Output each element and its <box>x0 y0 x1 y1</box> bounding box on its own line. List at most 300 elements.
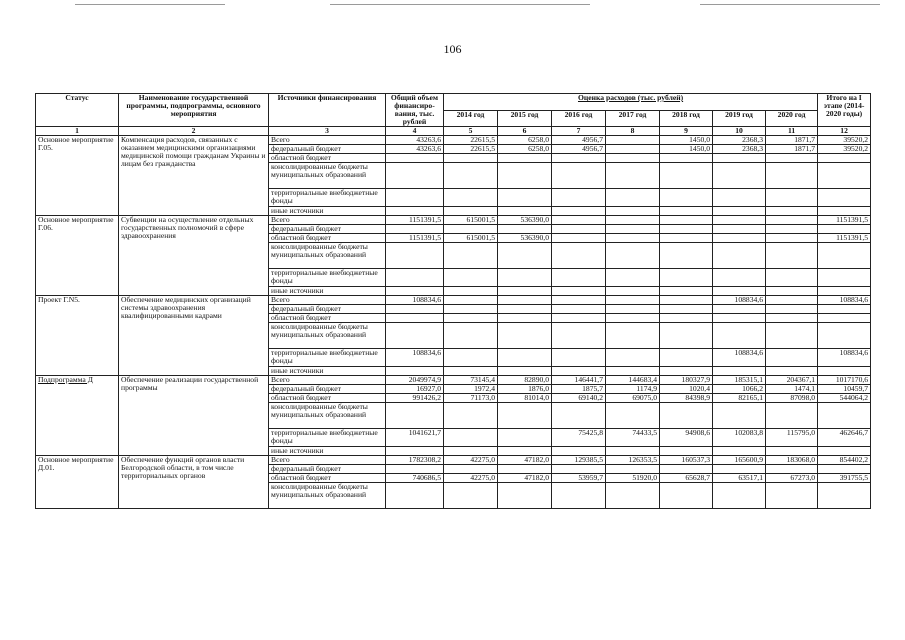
row-name: Компенсация расходов, связанных с оказанием медицинскими организациями медицинской помощи гражданам Украины и лицам без гражданства <box>119 136 269 216</box>
row-source: консолидированные бюджеты муниципальных образований <box>269 243 386 269</box>
value-cell <box>444 243 498 269</box>
value-cell: 108834,6 <box>818 349 871 367</box>
value-cell: 1151391,5 <box>818 234 871 243</box>
value-cell <box>660 269 713 287</box>
value-cell: 22615,5 <box>444 136 498 145</box>
value-cell: 22615,5 <box>444 145 498 154</box>
value-cell <box>713 234 766 243</box>
value-cell <box>386 323 444 349</box>
value-cell <box>444 163 498 189</box>
row-source: территориальные внебюджетные фонды <box>269 429 386 447</box>
value-cell <box>552 465 606 474</box>
row-source: областной бюджет <box>269 154 386 163</box>
value-cell <box>386 447 444 456</box>
value-cell <box>766 305 818 314</box>
value-cell <box>386 189 444 207</box>
value-cell <box>766 483 818 509</box>
value-cell <box>818 225 871 234</box>
value-cell <box>444 323 498 349</box>
row-source: федеральный бюджет <box>269 465 386 474</box>
value-cell: 73145,4 <box>444 376 498 385</box>
value-cell <box>766 207 818 216</box>
value-cell: 63517,1 <box>713 474 766 483</box>
value-cell <box>606 323 660 349</box>
header-itog: Итого на I этапе (2014-2020 годы) <box>818 94 871 127</box>
value-cell <box>444 225 498 234</box>
value-cell <box>552 207 606 216</box>
value-cell: 69140,2 <box>552 394 606 403</box>
value-cell <box>444 403 498 429</box>
value-cell <box>552 234 606 243</box>
value-cell: 126353,5 <box>606 456 660 465</box>
value-cell <box>498 403 552 429</box>
value-cell: 536390,0 <box>498 234 552 243</box>
value-cell <box>606 225 660 234</box>
value-cell <box>713 269 766 287</box>
value-cell <box>498 349 552 367</box>
value-cell <box>386 163 444 189</box>
value-cell <box>606 403 660 429</box>
value-cell <box>766 189 818 207</box>
column-number: 1 <box>36 127 119 136</box>
value-cell <box>766 296 818 305</box>
value-cell: 1151391,5 <box>386 216 444 225</box>
value-cell: 39520,2 <box>818 136 871 145</box>
column-number: 6 <box>498 127 552 136</box>
column-number: 4 <box>386 127 444 136</box>
value-cell <box>552 163 606 189</box>
value-cell: 81014,0 <box>498 394 552 403</box>
value-cell <box>766 323 818 349</box>
value-cell <box>444 465 498 474</box>
value-cell: 2049974,9 <box>386 376 444 385</box>
value-cell <box>713 314 766 323</box>
value-cell: 146441,7 <box>552 376 606 385</box>
row-name: Субвенции на осуществление отдельных государственных полномочий в сфере здравоохранения <box>119 216 269 296</box>
row-source: федеральный бюджет <box>269 225 386 234</box>
value-cell <box>606 145 660 154</box>
value-cell <box>552 243 606 269</box>
value-cell: 144683,4 <box>606 376 660 385</box>
value-cell <box>552 225 606 234</box>
value-cell <box>713 323 766 349</box>
value-cell <box>818 314 871 323</box>
page-number: 106 <box>443 42 462 56</box>
value-cell <box>713 225 766 234</box>
value-cell <box>606 483 660 509</box>
value-cell: 108834,6 <box>713 296 766 305</box>
column-number: 9 <box>660 127 713 136</box>
value-cell: 74433,5 <box>606 429 660 447</box>
row-source: Всего <box>269 376 386 385</box>
row-name: Обеспечение функций органов власти Белгородской области, в том числе территориальных органов <box>119 456 269 509</box>
value-cell: 462646,7 <box>818 429 871 447</box>
value-cell <box>766 216 818 225</box>
value-cell <box>444 367 498 376</box>
value-cell <box>660 465 713 474</box>
value-cell <box>498 296 552 305</box>
value-cell <box>498 305 552 314</box>
value-cell <box>660 296 713 305</box>
value-cell <box>386 465 444 474</box>
row-source: иные источники <box>269 207 386 216</box>
value-cell <box>552 314 606 323</box>
row-status: Подпрограмма Д <box>36 376 119 456</box>
value-cell <box>386 225 444 234</box>
value-cell: 82165,1 <box>713 394 766 403</box>
header-estimate: Оценка расходов (тыс. рублей) <box>444 94 818 111</box>
value-cell <box>713 189 766 207</box>
value-cell <box>444 314 498 323</box>
value-cell: 102083,8 <box>713 429 766 447</box>
value-cell <box>660 287 713 296</box>
row-name: Обеспечение медицинских организаций системы здравоохранения квалифицированными кадрами <box>119 296 269 376</box>
row-source: Всего <box>269 456 386 465</box>
value-cell: 2368,3 <box>713 145 766 154</box>
value-cell: 10459,7 <box>818 385 871 394</box>
column-number: 8 <box>606 127 660 136</box>
value-cell <box>818 269 871 287</box>
header-status: Статус <box>36 94 119 127</box>
value-cell <box>818 403 871 429</box>
value-cell <box>818 323 871 349</box>
value-cell <box>766 314 818 323</box>
value-cell <box>386 483 444 509</box>
value-cell <box>444 483 498 509</box>
value-cell <box>552 189 606 207</box>
value-cell: 1020,4 <box>660 385 713 394</box>
value-cell <box>444 269 498 287</box>
value-cell <box>444 207 498 216</box>
value-cell <box>386 305 444 314</box>
value-cell: 6258,0 <box>498 145 552 154</box>
value-cell <box>660 163 713 189</box>
value-cell <box>498 367 552 376</box>
value-cell: 1875,7 <box>552 385 606 394</box>
value-cell: 615001,5 <box>444 234 498 243</box>
value-cell: 47182,0 <box>498 474 552 483</box>
value-cell <box>386 243 444 269</box>
value-cell <box>606 136 660 145</box>
value-cell: 47182,0 <box>498 456 552 465</box>
value-cell <box>818 465 871 474</box>
table-row <box>36 456 871 465</box>
table-row <box>36 376 871 385</box>
value-cell <box>660 207 713 216</box>
value-cell <box>766 163 818 189</box>
value-cell <box>606 154 660 163</box>
value-cell <box>552 367 606 376</box>
value-cell: 1871,7 <box>766 136 818 145</box>
value-cell: 43263,6 <box>386 145 444 154</box>
table-row <box>36 296 871 305</box>
row-source: областной бюджет <box>269 394 386 403</box>
column-number: 12 <box>818 127 871 136</box>
value-cell: 94908,6 <box>660 429 713 447</box>
value-cell: 1174,9 <box>606 385 660 394</box>
value-cell: 1871,7 <box>766 145 818 154</box>
value-cell <box>713 243 766 269</box>
value-cell: 204367,1 <box>766 376 818 385</box>
value-cell <box>552 403 606 429</box>
value-cell <box>713 207 766 216</box>
value-cell <box>386 403 444 429</box>
row-source: территориальные внебюджетные фонды <box>269 349 386 367</box>
value-cell <box>552 287 606 296</box>
value-cell <box>386 207 444 216</box>
value-cell <box>444 287 498 296</box>
value-cell <box>713 216 766 225</box>
value-cell <box>444 429 498 447</box>
value-cell <box>766 234 818 243</box>
value-cell <box>818 367 871 376</box>
value-cell <box>444 349 498 367</box>
value-cell <box>660 349 713 367</box>
value-cell: 1017170,6 <box>818 376 871 385</box>
value-cell <box>660 189 713 207</box>
value-cell: 2368,3 <box>713 136 766 145</box>
row-source: Всего <box>269 136 386 145</box>
value-cell <box>606 243 660 269</box>
value-cell <box>766 154 818 163</box>
value-cell: 1972,4 <box>444 385 498 394</box>
value-cell: 108834,6 <box>713 349 766 367</box>
value-cell <box>606 296 660 305</box>
value-cell <box>606 269 660 287</box>
value-cell: 53959,7 <box>552 474 606 483</box>
value-cell <box>660 234 713 243</box>
value-cell <box>713 403 766 429</box>
value-cell <box>713 483 766 509</box>
column-number: 3 <box>269 127 386 136</box>
value-cell: 1450,0 <box>660 145 713 154</box>
value-cell <box>552 305 606 314</box>
column-number: 7 <box>552 127 606 136</box>
value-cell <box>766 225 818 234</box>
value-cell <box>766 465 818 474</box>
row-source: иные источники <box>269 287 386 296</box>
value-cell <box>606 314 660 323</box>
value-cell <box>606 447 660 456</box>
header-year: 2019 год <box>713 110 766 127</box>
value-cell <box>606 216 660 225</box>
row-source: иные источники <box>269 447 386 456</box>
row-source: иные источники <box>269 367 386 376</box>
value-cell <box>498 269 552 287</box>
value-cell: 69075,0 <box>606 394 660 403</box>
row-status: Основное мероприятие Г.05. <box>36 136 119 216</box>
row-source: федеральный бюджет <box>269 145 386 154</box>
value-cell <box>660 154 713 163</box>
value-cell <box>606 189 660 207</box>
value-cell <box>660 367 713 376</box>
value-cell: 6258,0 <box>498 136 552 145</box>
row-source: территориальные внебюджетные фонды <box>269 189 386 207</box>
value-cell <box>818 163 871 189</box>
value-cell <box>660 483 713 509</box>
value-cell <box>660 225 713 234</box>
header-row <box>36 94 871 111</box>
value-cell <box>498 314 552 323</box>
value-cell <box>498 225 552 234</box>
value-cell: 854402,2 <box>818 456 871 465</box>
value-cell: 108834,6 <box>386 349 444 367</box>
value-cell <box>552 483 606 509</box>
row-status: Проект Г.N5. <box>36 296 119 376</box>
value-cell <box>552 154 606 163</box>
row-source: областной бюджет <box>269 314 386 323</box>
value-cell <box>498 465 552 474</box>
header-total: Общий объем финансиро-вания, тыс. рублей <box>386 94 444 127</box>
value-cell: 991426,2 <box>386 394 444 403</box>
value-cell <box>606 163 660 189</box>
value-cell <box>660 314 713 323</box>
value-cell: 82890,0 <box>498 376 552 385</box>
value-cell <box>498 207 552 216</box>
value-cell <box>552 349 606 367</box>
value-cell: 183068,0 <box>766 456 818 465</box>
top-rule <box>75 4 225 5</box>
value-cell <box>552 296 606 305</box>
value-cell: 51920,0 <box>606 474 660 483</box>
value-cell <box>606 234 660 243</box>
top-rule <box>330 4 590 5</box>
value-cell <box>498 154 552 163</box>
value-cell <box>498 243 552 269</box>
value-cell <box>498 447 552 456</box>
value-cell <box>444 305 498 314</box>
row-source: консолидированные бюджеты муниципальных образований <box>269 163 386 189</box>
value-cell: 1474,1 <box>766 385 818 394</box>
row-source: областной бюджет <box>269 234 386 243</box>
column-number: 2 <box>119 127 269 136</box>
header-name: Наименование государственной программы, подпрограммы, основного мероприятия <box>119 94 269 127</box>
value-cell: 160537,3 <box>660 456 713 465</box>
value-cell <box>606 287 660 296</box>
value-cell <box>818 483 871 509</box>
value-cell: 1151391,5 <box>386 234 444 243</box>
value-cell: 39520,2 <box>818 145 871 154</box>
value-cell <box>606 465 660 474</box>
table-row <box>36 136 871 145</box>
table-row <box>36 216 871 225</box>
budget-table <box>35 93 871 509</box>
header-year: 2018 год <box>660 110 713 127</box>
value-cell <box>766 367 818 376</box>
column-number: 11 <box>766 127 818 136</box>
value-cell: 42275,0 <box>444 456 498 465</box>
value-cell <box>818 154 871 163</box>
value-cell: 185315,1 <box>713 376 766 385</box>
row-source: федеральный бюджет <box>269 305 386 314</box>
value-cell <box>444 189 498 207</box>
value-cell <box>386 367 444 376</box>
value-cell: 84398,9 <box>660 394 713 403</box>
value-cell <box>713 163 766 189</box>
value-cell: 740686,5 <box>386 474 444 483</box>
value-cell <box>713 447 766 456</box>
value-cell <box>766 269 818 287</box>
header-year: 2016 год <box>552 110 606 127</box>
value-cell: 42275,0 <box>444 474 498 483</box>
value-cell <box>660 216 713 225</box>
value-cell <box>606 349 660 367</box>
value-cell: 4956,7 <box>552 136 606 145</box>
value-cell <box>498 287 552 296</box>
value-cell: 1450,0 <box>660 136 713 145</box>
row-status: Основное мероприятие Г.06. <box>36 216 119 296</box>
value-cell: 108834,6 <box>386 296 444 305</box>
value-cell <box>713 154 766 163</box>
header-sources: Источники финансирования <box>269 94 386 127</box>
value-cell: 180327,9 <box>660 376 713 385</box>
value-cell <box>606 305 660 314</box>
value-cell <box>498 483 552 509</box>
value-cell <box>660 243 713 269</box>
value-cell <box>713 465 766 474</box>
value-cell: 43263,6 <box>386 136 444 145</box>
value-cell <box>606 367 660 376</box>
value-cell: 1876,0 <box>498 385 552 394</box>
top-rule <box>700 4 880 5</box>
column-number: 10 <box>713 127 766 136</box>
row-source: областной бюджет <box>269 474 386 483</box>
value-cell <box>498 429 552 447</box>
value-cell <box>444 447 498 456</box>
row-source: консолидированные бюджеты муниципальных образований <box>269 323 386 349</box>
value-cell <box>766 243 818 269</box>
column-numbers-row <box>36 127 871 136</box>
column-number: 5 <box>444 127 498 136</box>
value-cell <box>660 403 713 429</box>
value-cell <box>766 403 818 429</box>
header-year: 2017 год <box>606 110 660 127</box>
value-cell <box>713 287 766 296</box>
row-source: территориальные внебюджетные фонды <box>269 269 386 287</box>
value-cell <box>818 243 871 269</box>
value-cell <box>660 323 713 349</box>
value-cell: 1782308,2 <box>386 456 444 465</box>
value-cell <box>498 163 552 189</box>
value-cell: 129385,5 <box>552 456 606 465</box>
value-cell <box>660 447 713 456</box>
value-cell <box>552 323 606 349</box>
value-cell: 1066,2 <box>713 385 766 394</box>
value-cell: 391755,5 <box>818 474 871 483</box>
value-cell <box>766 447 818 456</box>
value-cell <box>552 269 606 287</box>
value-cell <box>766 287 818 296</box>
value-cell: 165600,9 <box>713 456 766 465</box>
value-cell <box>386 154 444 163</box>
value-cell <box>552 447 606 456</box>
value-cell <box>498 323 552 349</box>
row-source: консолидированные бюджеты муниципальных образований <box>269 483 386 509</box>
value-cell <box>660 305 713 314</box>
header-year: 2015 год <box>498 110 552 127</box>
row-source: Всего <box>269 296 386 305</box>
value-cell <box>444 154 498 163</box>
value-cell <box>386 269 444 287</box>
value-cell: 115795,0 <box>766 429 818 447</box>
value-cell: 87098,0 <box>766 394 818 403</box>
header-year: 2014 год <box>444 110 498 127</box>
row-status: Основное мероприятие Д.01. <box>36 456 119 509</box>
row-name: Обеспечение реализации государственной программы <box>119 376 269 456</box>
value-cell: 108834,6 <box>818 296 871 305</box>
value-cell: 65628,7 <box>660 474 713 483</box>
value-cell <box>818 305 871 314</box>
